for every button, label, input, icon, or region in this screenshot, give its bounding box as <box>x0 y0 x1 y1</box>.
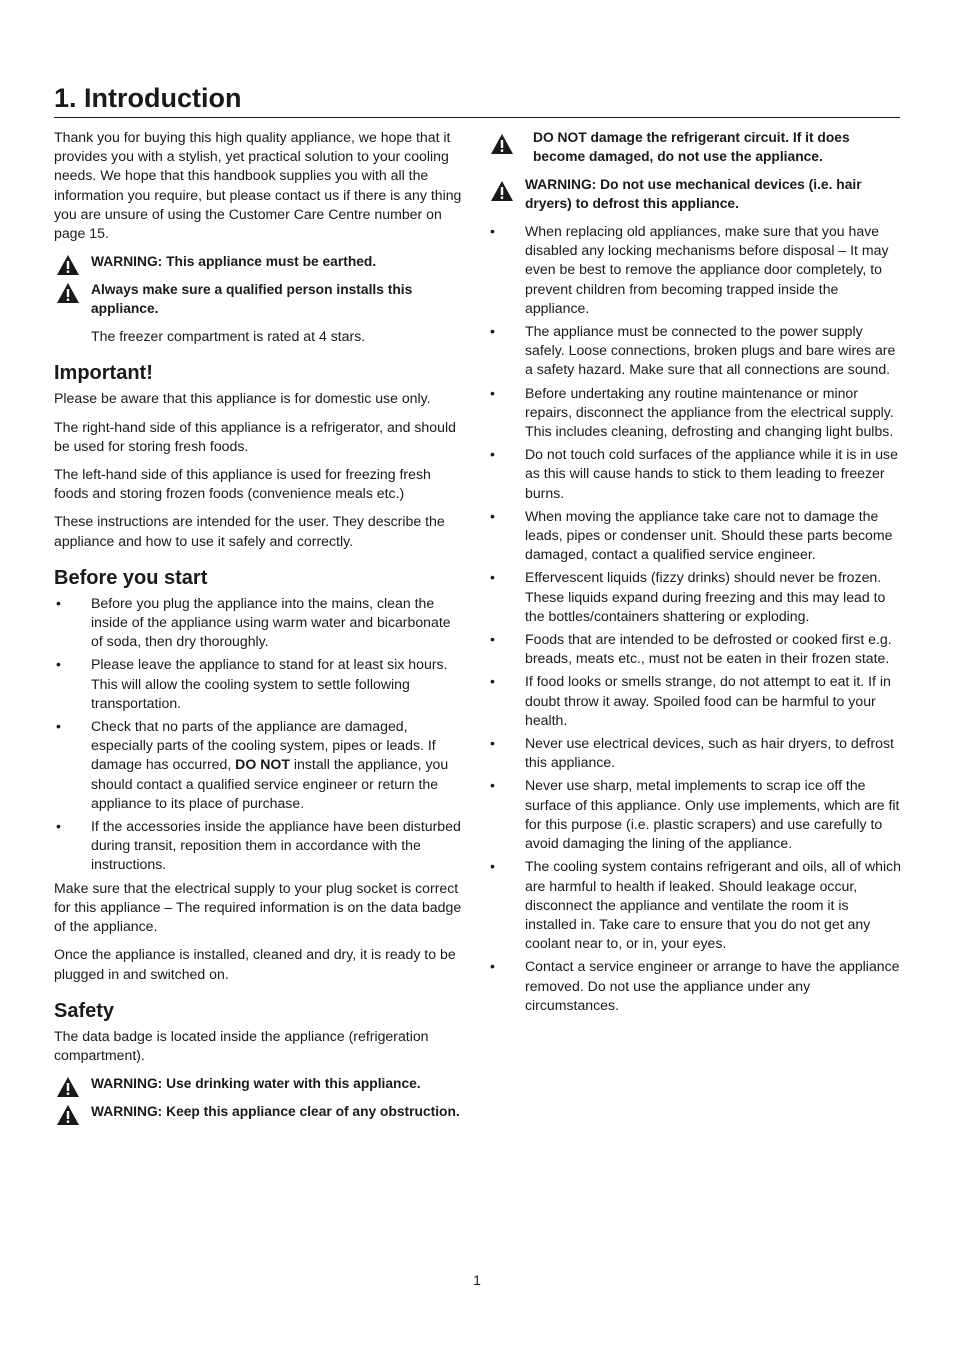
page-title: 1. Introduction <box>54 80 900 118</box>
list-item: • If food looks or smells strange, do not attempt to eat it. If in doubt throw it away. Spoiled food can be harmful to your health. <box>490 673 891 728</box>
before-paragraph: Once the appliance is installed, cleaned and dry, it is ready to be plugged in and switched on. <box>54 946 456 982</box>
list-item: • When replacing old appliances, make sure that you have disabled any locking mechanisms before disposal – It may even be best to remove the appliance door completely, to prevent children from becoming trapped inside the appliance. <box>490 223 889 316</box>
list-item: • Please leave the appliance to stand for at least six hours. This will allow the cooling system to settle following transportation. <box>56 656 448 711</box>
warning-triangle-icon <box>490 180 514 202</box>
list-item: • The appliance must be connected to the power supply safely. Loose connections, broken plugs and bare wires are a safety hazard. Make sure that all connections are sound. <box>490 323 896 378</box>
warning-triangle-icon <box>56 1104 80 1126</box>
important-paragraph: Please be aware that this appliance is for domestic use only. <box>54 390 431 407</box>
warning-clear-obstruction: WARNING: Keep this appliance clear of any obstruction. <box>54 1102 466 1121</box>
list-item: • When moving the appliance take care not to damage the leads, pipes or condenser unit. Should these parts become damaged, contact a qualified service engineer. <box>490 507 893 563</box>
right-column <box>488 128 902 1019</box>
safety-paragraph: The data badge is located inside the appliance (refrigeration compartment). <box>54 1027 429 1063</box>
important-paragraph: The left-hand side of this appliance is used for freezing fresh foods and storing frozen foods (convenience meals etc.) <box>54 466 431 502</box>
important-paragraph: These instructions are intended for the user. They describe the appliance and how to use it safely and correctly. <box>54 513 445 549</box>
list-item: • Before you plug the appliance into the mains, clean the inside of the appliance using warm water and bicarbonate of soda, then dry thoroughly. <box>56 594 451 650</box>
before-paragraph: Make sure that the electrical supply to your plug socket is correct for this appliance – The required information is on the data badge of the appliance. <box>54 879 462 935</box>
list-item: • Never use sharp, metal implements to scrap ice off the surface of this appliance. Only use implements, which are fit for this purpose (i.e. plastic scrapers) and use carefully to avoid damaging the lining of the appliance. <box>490 777 900 852</box>
list-item: • Foods that are intended to be defrosted or cooked first e.g. breads, meats etc., must not be eaten in their frozen state. <box>490 631 892 667</box>
list-item: • Do not touch cold surfaces of the appliance while it is in use as this will cause hands to stick to them leading to freezer burns. <box>490 446 898 501</box>
list-item: • Effervescent liquids (fizzy drinks) should never be frozen. These liquids expand during freezing and this may lead to the bottles/containers shattering or exploding. <box>490 569 886 624</box>
list-item: • The cooling system contains refrigerant and oils, all of which are harmful to health if leaked. Should leakage occur, disconnect the appliance and ventilate the room it is installed in. Take care to ensure that you do not get any coolant near to, or in, your eyes. <box>490 858 902 952</box>
warning-triangle-icon <box>56 1076 80 1098</box>
important-paragraph: The right-hand side of this appliance is a refrigerator, and should be used for storing fresh foods. <box>54 418 456 454</box>
safety-heading: Safety <box>54 999 115 1022</box>
warning-drinking-water: WARNING: Use drinking water with this appliance. <box>54 1074 466 1093</box>
list-item: • If the accessories inside the appliance have been disturbed during transit, reposition them in accordance with the instructions. <box>56 818 461 873</box>
warning-qualified-person: Always make sure a qualified person installs this appliance. <box>54 280 466 318</box>
warning-triangle-icon <box>56 282 80 304</box>
do-not-emphasis: DO NOT <box>235 756 290 773</box>
warning-refrigerant-circuit: DO NOT damage the refrigerant circuit. If it does become damaged, do not use the appliance. <box>488 128 902 166</box>
important-heading: Important! <box>54 362 153 385</box>
warning-mechanical-devices: WARNING: Do not use mechanical devices (i.e. hair dryers) to defrost this appliance. <box>488 175 902 213</box>
left-column <box>54 128 466 1130</box>
list-item: • Contact a service engineer or arrange to have the appliance removed. Do not use the appliance under any circumstances. <box>490 958 900 1013</box>
warning-triangle-icon <box>490 133 514 155</box>
list-item: • Check that no parts of the appliance are damaged, especially parts of the cooling system, pipes or leads. If damage has occurred, DO NOT install the appliance, you should contact a qualified service engineer or return the appliance to its place of purchase. <box>56 718 449 811</box>
freezer-note: The freezer compartment is rated at 4 stars. <box>91 328 366 345</box>
list-item: • Before undertaking any routine maintenance or minor repairs, disconnect the appliance from the electrical supply. This includes cleaning, defrosting and changing light bulbs. <box>490 384 894 440</box>
before-list <box>54 594 466 875</box>
warning-triangle-icon <box>56 254 80 276</box>
safety-list <box>488 222 902 1015</box>
intro-paragraph: Thank you for buying this high quality appliance, we hope that it provides you with a stylish, yet practical solution to your cooling needs. We hope that this handbook supplies you with all the information you require, but please contact us if there is any thing you are unsure of using the Customer Care Centre number on page 15. <box>54 129 462 242</box>
page-number: 1 <box>473 1272 481 1288</box>
list-item: • Never use electrical devices, such as hair dryers, to defrost this appliance. <box>490 735 894 771</box>
before-heading: Before you start <box>54 566 208 589</box>
warning-earthed: WARNING: This appliance must be earthed. <box>54 252 466 271</box>
